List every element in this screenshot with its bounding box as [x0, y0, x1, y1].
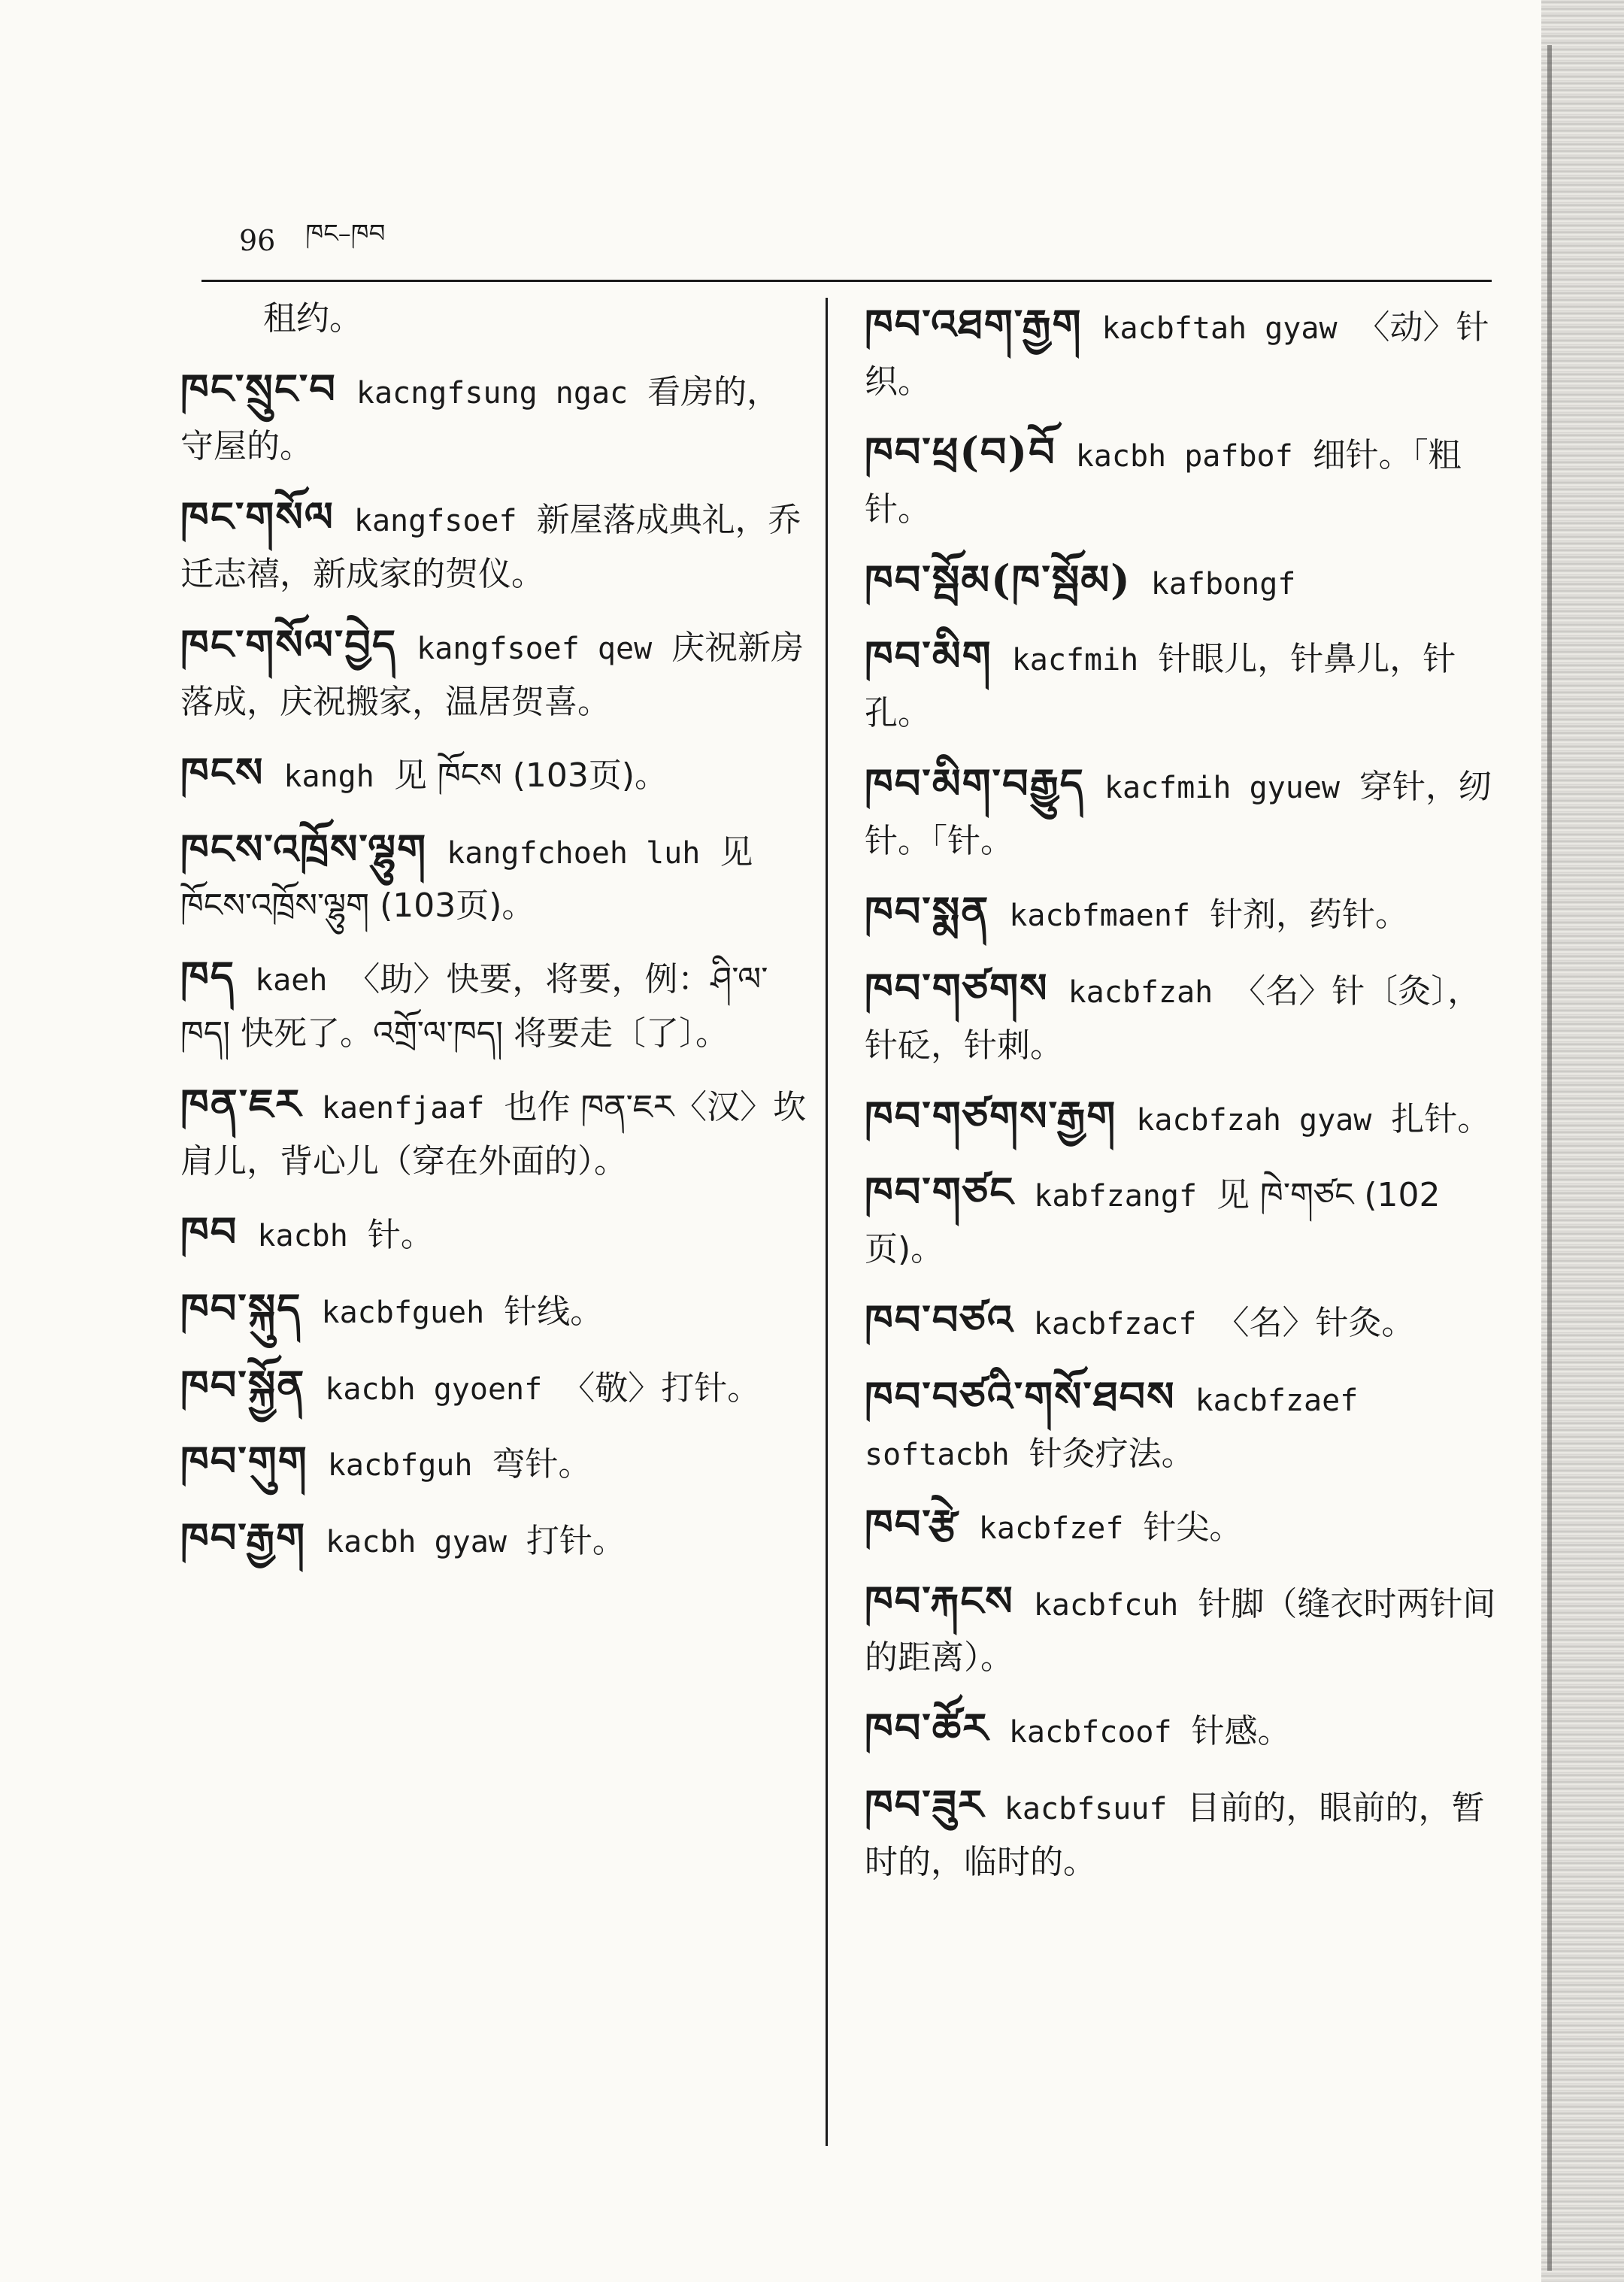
entry-definition: 〈名〉针〔灸〕，针砭，针刺。: [865, 971, 1481, 1065]
dictionary-entry: [180, 293, 812, 344]
entry-romanization: kacbfgueh: [321, 1295, 485, 1330]
entry-romanization: kacbfmaenf: [1009, 899, 1191, 934]
dictionary-entry: [865, 1697, 1496, 1760]
entry-headword: ཁབ་སྦོམ(ཁ་སྦོམ): [865, 555, 1132, 604]
entry-headword: ཁབ་རྩེ: [865, 1499, 959, 1548]
dictionary-entry: [865, 957, 1496, 1071]
dictionary-entry: [180, 1507, 812, 1570]
entry-headword: ཁབ་ཟུར: [865, 1780, 985, 1829]
entry-romanization: kacbfguh: [327, 1448, 473, 1483]
entry-romanization: kacbfzacf: [1033, 1307, 1197, 1342]
entry-definition: 针。: [367, 1216, 434, 1255]
entry-definition: 〈敬〉打针。: [562, 1368, 761, 1408]
dictionary-entry: [865, 1570, 1496, 1684]
entry-romanization: kacbfcuh: [1033, 1587, 1179, 1623]
entry-romanization: kacngfsung ngac: [356, 376, 629, 411]
entry-definition: 〈名〉针灸。: [1216, 1304, 1415, 1343]
entry-romanization: kacbh: [257, 1219, 348, 1254]
entry-romanization: kangfchoeh luh: [447, 835, 701, 871]
entry-headword: ཁབ་གཙགས: [865, 963, 1049, 1012]
entry-definition: 针尖。: [1143, 1508, 1243, 1547]
entry-headword: ཁབ་མིག་བརྒྱུད: [865, 759, 1085, 808]
entry-romanization: kacbfzah: [1068, 974, 1213, 1010]
dictionary-entry: [865, 1493, 1496, 1556]
page-header: [239, 218, 385, 263]
entry-definition: 针灸疗法。: [1029, 1434, 1195, 1473]
entry-definition: 〈助〉快要，将要，例：ཤི་ལ་ཁད། 快死了。འགྲོ་ལ་ཁད། 将要走〔了〕。: [180, 960, 768, 1053]
dictionary-entry: [180, 818, 812, 932]
entry-definition: 见 ཁོངས་འཁྲོས་ལྷུག (103页)。: [180, 832, 753, 926]
dictionary-entry: [865, 293, 1496, 408]
dictionary-entry: [180, 741, 812, 805]
entry-definition: 看房的，守屋的。: [180, 373, 780, 465]
entry-definition: 针脚（缝衣时两针间的距离）。: [865, 1584, 1496, 1677]
entry-headword: ཁབ་སྐྱོན: [180, 1360, 306, 1409]
header-rule: [201, 280, 1492, 282]
dictionary-entry: [865, 421, 1496, 535]
entry-headword: ཁབ་མིག: [865, 632, 992, 680]
entry-definition: 针线。: [504, 1292, 604, 1331]
entry-definition: 针感。: [1191, 1712, 1291, 1751]
entry-headword: ཁབ: [180, 1208, 238, 1256]
entry-romanization: kacbfzah gyaw: [1136, 1102, 1372, 1138]
dictionary-entry: [865, 1365, 1496, 1480]
right-column: [865, 293, 1496, 1902]
entry-definition: 〈动〉针织。: [865, 308, 1489, 401]
entry-definition: 弯针。: [492, 1445, 592, 1484]
entry-romanization: kangfsoef: [353, 504, 517, 539]
entry-headword: ཁབ་བཙའ: [865, 1296, 1014, 1344]
entry-romanization: kaenfjaaf: [321, 1091, 485, 1126]
entry-headword: ཁབ་འཐག་རྒྱག: [865, 300, 1083, 348]
entry-romanization: kacbfzef: [978, 1511, 1124, 1546]
entry-definition: 庆祝新房落成，庆祝搬家，温居贺喜。: [180, 628, 804, 721]
dictionary-entry: [865, 1289, 1496, 1352]
entry-headword: ཁང་གསོལ: [180, 492, 335, 541]
entry-romanization: kangh: [283, 759, 374, 794]
entry-definition: 穿针，纫针。「针。: [865, 768, 1492, 860]
entry-romanization: kacbfzaef softacbh: [865, 1383, 1359, 1472]
entry-headword: ཁན་ཇར: [180, 1080, 302, 1129]
dictionary-entry: [180, 358, 812, 472]
dictionary-entry: [180, 486, 812, 600]
binding-line: [1547, 45, 1552, 2271]
entry-definition: 见 ཁེ་གཙང (102页)。: [865, 1176, 1441, 1269]
entry-headword: ཁབ་བཙའི་གསོ་ཐབས: [865, 1372, 1176, 1420]
entry-definition: 目前的，眼前的，暂时的，临时的。: [865, 1789, 1485, 1881]
entry-headword: ཁབ་རྒྱག: [180, 1513, 307, 1562]
entry-headword: ཁངས་འཁྲོས་ལྷུག: [180, 824, 428, 873]
entry-definition: 针眼儿，针鼻儿，针孔。: [865, 640, 1456, 733]
entry-headword: ཁང་གསོལ་བྱེད: [180, 620, 398, 668]
dictionary-entry: [865, 1161, 1496, 1275]
entry-headword: ཁད: [180, 952, 236, 1001]
entry-headword: ཁབ་སྐུད: [180, 1283, 302, 1332]
entry-romanization: kacbh gyoenf: [325, 1371, 543, 1407]
dictionary-entry: [180, 945, 812, 1059]
dictionary-entry: [865, 880, 1496, 944]
dictionary-entry: [865, 625, 1496, 739]
dictionary-entry: [180, 1201, 812, 1264]
entry-headword: ཁབ་གུག: [180, 1437, 308, 1486]
entry-definition: 细针。「粗针。: [865, 435, 1462, 529]
entry-definition: 见 ཁོངས (103页)。: [393, 756, 668, 795]
entry-romanization: kaeh: [255, 963, 328, 999]
dictionary-entry: [180, 1430, 812, 1493]
entry-romanization: kafbongf: [1150, 566, 1296, 602]
entry-romanization: kacfmih gyuew: [1104, 771, 1340, 806]
entry-romanization: kacbh gyaw: [326, 1524, 507, 1559]
entry-romanization: kangfsoef qew: [417, 631, 653, 666]
page-number: 96: [239, 224, 276, 257]
entry-definition: 针剂，药针。: [1210, 896, 1409, 935]
guide-words: ཁང–ཁབ: [305, 219, 386, 249]
entry-definition: 打针。: [526, 1521, 626, 1560]
dictionary-entry: [865, 1085, 1496, 1148]
entry-headword: ཁངས: [180, 747, 265, 796]
entry-headword: ཁང་སྲུང་བ: [180, 365, 337, 414]
dictionary-entry: [865, 549, 1496, 612]
dictionary-entry: [180, 614, 812, 728]
entry-romanization: kacbfsuuf: [1004, 1792, 1168, 1827]
entry-headword: ཁབ་གཙང: [865, 1168, 1015, 1217]
entry-headword: ཁབ་ཕྲ(བ)བོ: [865, 427, 1056, 476]
entry-definition: 也作 ཁན་ཇར〈汉〉坎肩儿，背心儿（穿在外面的）。: [180, 1088, 807, 1180]
continued-definition: 租约。: [263, 299, 362, 338]
left-column: [180, 293, 812, 1583]
entry-romanization: kabfzangf: [1034, 1179, 1198, 1214]
entry-romanization: kacbftah gyaw: [1101, 311, 1338, 346]
entry-headword: ཁབ་སྨན: [865, 887, 990, 936]
dictionary-entry: [865, 753, 1496, 867]
entry-romanization: kacfmih: [1011, 643, 1139, 678]
entry-headword: ཁབ་རྐངས: [865, 1576, 1014, 1625]
entry-definition: 新屋落成典礼，乔迁志禧，新成家的贺仪。: [180, 501, 801, 593]
dictionary-entry: [180, 1073, 812, 1187]
entry-headword: ཁབ་ཚོར: [865, 1704, 989, 1753]
dictionary-entry: [180, 1354, 812, 1417]
entry-definition: 扎针。: [1391, 1099, 1491, 1138]
entry-romanization: kacbfcoof: [1008, 1715, 1172, 1750]
dictionary-entry: [865, 1774, 1496, 1888]
dictionary-entry: [180, 1277, 812, 1341]
entry-headword: ཁབ་གཙགས་རྒྱག: [865, 1091, 1117, 1140]
entry-romanization: kacbh pafbof: [1075, 438, 1293, 474]
page-edge: [1541, 0, 1624, 2282]
column-divider: [826, 298, 828, 2146]
